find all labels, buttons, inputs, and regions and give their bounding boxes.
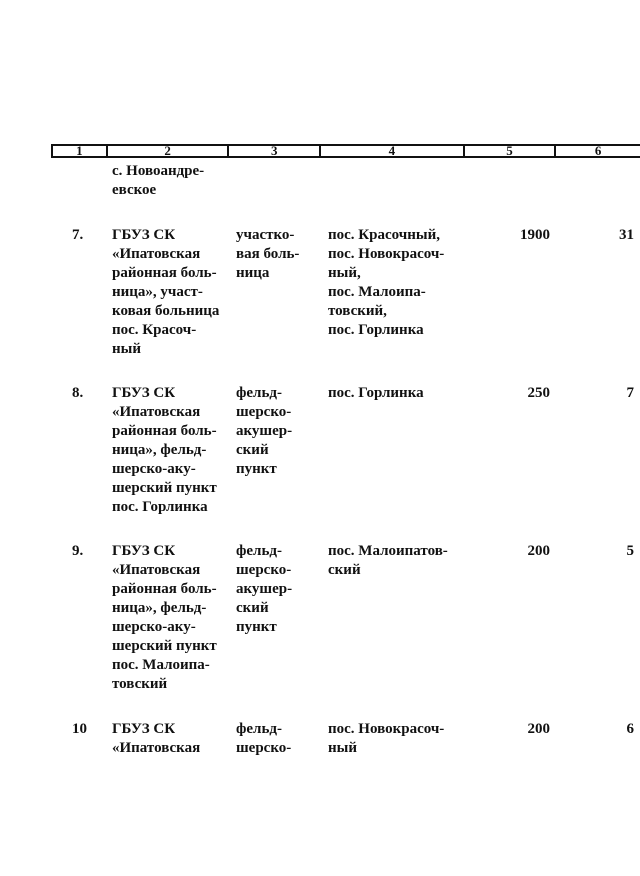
institution-name: ГБУЗ СК «Ипатовская xyxy=(112,721,201,756)
service-area: пос. Малоипатов- ский xyxy=(328,543,448,578)
column-6-value: 7 xyxy=(626,385,634,401)
column-6-value: 5 xyxy=(626,543,634,559)
service-area: пос. Новокрасоч- ный xyxy=(328,721,445,756)
institution-name: ГБУЗ СК «Ипатовская районная боль- ница», участ- ковая больница пос. Красоч- ный xyxy=(112,227,220,357)
continued-row-name: с. Новоандре- евское xyxy=(112,163,205,198)
institution-type: фельд- шерско- xyxy=(236,721,292,756)
header-col-5: 5 xyxy=(465,146,557,156)
institution-name: ГБУЗ СК «Ипатовская районная боль- ница», фельд- шерско-аку- шерский пункт пос. Малоипа- товский xyxy=(112,543,217,692)
header-col-4: 4 xyxy=(321,146,465,156)
header-col-6: 6 xyxy=(594,143,602,158)
service-area: пос. Красочный, пос. Новокрасоч- ный, пос. Малоипа- товский, пос. Горлинка xyxy=(328,227,445,338)
institution-type: фельд- шерско- акушер- ский пункт xyxy=(236,385,293,477)
header-col-2: 2 xyxy=(108,146,230,156)
row-number: 9. xyxy=(72,543,84,559)
population-value: 200 xyxy=(527,543,550,559)
institution-type: фельд- шерско- акушер- ский пункт xyxy=(236,543,293,635)
population-value: 250 xyxy=(527,385,550,401)
row-number: 8. xyxy=(72,385,84,401)
population-value: 1900 xyxy=(520,227,550,243)
population-value: 200 xyxy=(527,721,550,737)
header-col-3: 3 xyxy=(229,146,321,156)
institution-name: ГБУЗ СК «Ипатовская районная боль- ница», фельд- шерско-аку- шерский пункт пос. Горлинка xyxy=(112,385,217,515)
service-area: пос. Горлинка xyxy=(328,385,424,401)
row-number: 7. xyxy=(72,227,84,243)
column-6-value: 31 xyxy=(619,227,634,243)
row-number: 10 xyxy=(72,721,87,737)
header-col-1: 1 xyxy=(53,146,108,156)
column-6-value: 6 xyxy=(626,721,634,737)
table-header-row xyxy=(51,144,640,158)
institution-type: участко- вая боль- ница xyxy=(236,227,300,281)
